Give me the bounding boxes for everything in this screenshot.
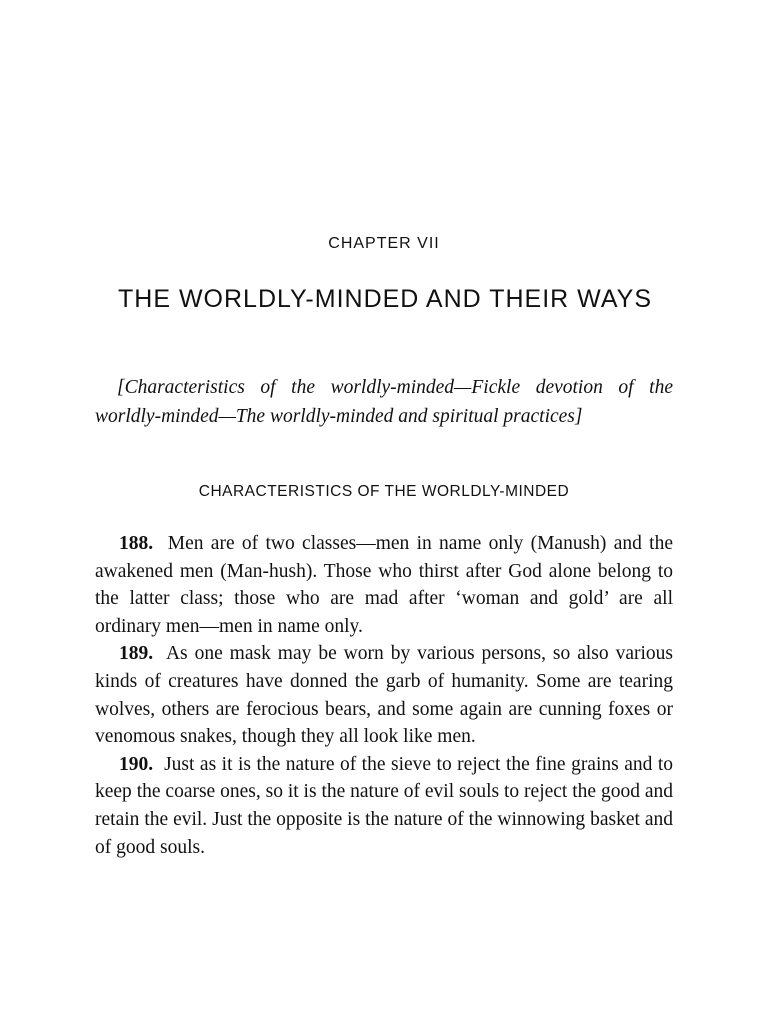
paragraph-189 <box>95 640 673 750</box>
paragraph-188 <box>95 530 673 640</box>
paragraph-number: 190. <box>119 753 154 775</box>
paragraph-text: Men are of two classes—men in name only (Manush) and the awakened men (Man-hush). Those who thirst after God alone belong to the latter class; those who are mad after ‘woman and gold’ are all ordinary men—men in name only. <box>95 533 673 637</box>
chapter-label: CHAPTER VII <box>328 235 440 252</box>
paragraph-number: 189. <box>119 643 154 665</box>
section-heading: CHARACTERISTICS OF THE WORLDLY-MINDED <box>198 483 570 500</box>
chapter-summary: [Characteristics of the worldly-minded—Fickle devotion of the worldly-minded—The worldly-minded and spiritual practices] <box>95 377 673 427</box>
body-text <box>95 530 673 861</box>
paragraph-190 <box>95 751 673 861</box>
paragraph-number: 188. <box>119 533 154 554</box>
paragraph-text: Just as it is the nature of the sieve to reject the fine grains and to keep the coarse ones, so it is the nature of evil souls to reject the good and retain the evil. Just the opposite is the nature of the winnowing basket and of good souls. <box>95 753 674 858</box>
chapter-title: THE WORLDLY-MINDED AND THEIR WAYS <box>118 285 652 313</box>
paragraph-text: As one mask may be worn by various persons, so also various kinds of creatures have donned the garb of humanity. Some are tearing wolves, others are ferocious bears, and some again are cunning foxes or venomous snakes, though they all look like men. <box>95 643 673 748</box>
